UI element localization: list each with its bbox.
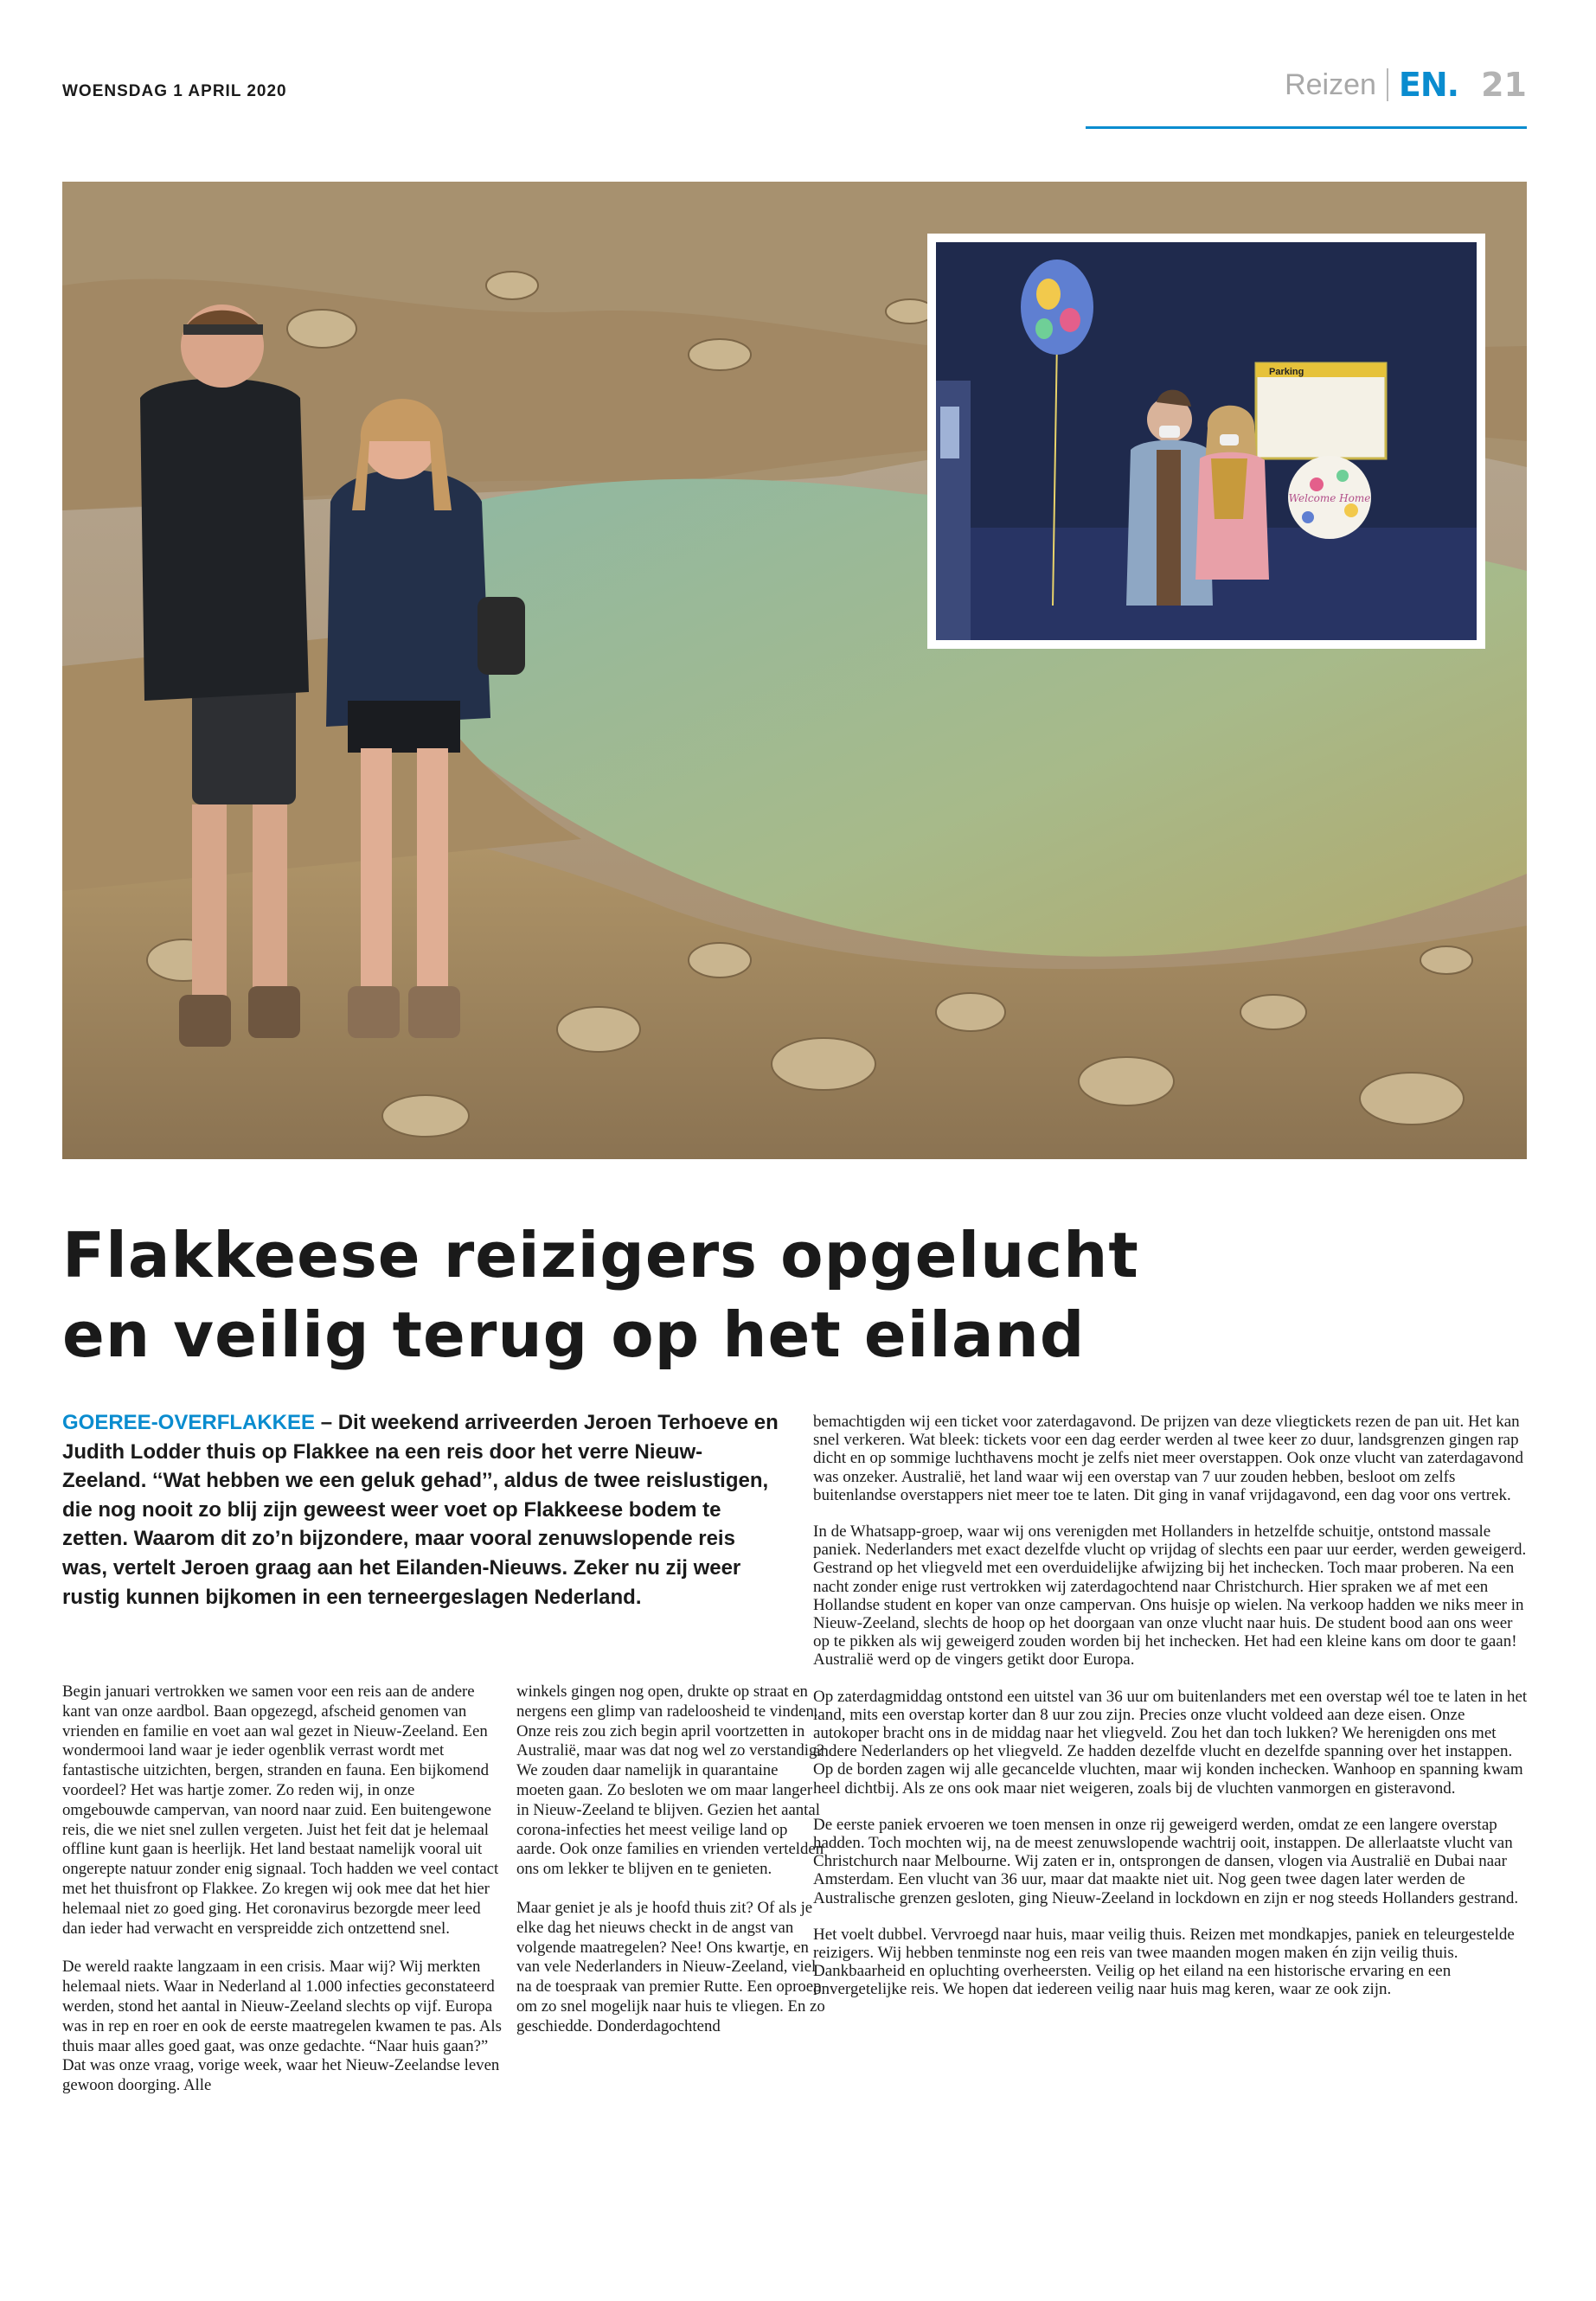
page-header-right — [1285, 66, 1527, 104]
header-divider — [1387, 68, 1388, 101]
page-number: 21 — [1481, 66, 1527, 104]
article-dateline: GOEREE-OVERFLAKKEE — [62, 1411, 316, 1434]
paragraph: winkels gingen nog open, drukte op straat en nergens een glimp van radeloosheid te vinden. Onze reis zou zich begin april voortzetten in Australië, maar was dat nog wel zo verstandig? We zouden daar namelijk in quarantaine moeten gaan. Zo besloten we om maar langer in Nieuw-Zeeland te blijven. Gezien het aantal corona-infecties het meest veilige land op aarde. Ook onze families en vrienden vertelden ons om lekker te blijven en te genieten. — [516, 1682, 824, 1879]
paragraph: Begin januari vertrokken we samen voor een reis aan de andere kant van onze aardbol. Baan opgezegd, afscheid genomen van vrienden en familie en voet aan wal gezet in Nieuw-Zeeland. Een wondermooi land waar je ieder ogenblik verrast wordt met fantastische uitzichten, bergen, stranden en fauna. Een bijkomend voordeel? Het was hartje zomer. Zo reden wij, in onze omgebouwde campervan, van noord naar zuid. Een buitengewone reis, die we niet snel zullen vergeten. Juist het feit dat je helemaal offline kunt gaan is heerlijk. Het land bestaat namelijk vooral uit ongerepte natuur zonder enig signaal. Toch hadden we veel contact met het thuisfront op Flakkee. Zo kregen wij ook mee dat het hier helemaal niet zo goed ging. Het coronavirus bezorgde meer leed dan ieder had verwacht en verspreidde zich ontzettend snel. — [62, 1682, 499, 1938]
article-column-3 — [813, 1413, 1531, 2017]
paragraph: Op zaterdagmiddag ontstond een uitstel van 36 uur om buitenlanders met een overstap wél toe te laten in het land, mits een overstap korter dan 8 uur zou zijn. Precies onze vlucht voldeed aan deze eisen. Onze autokoper bracht ons in de middag naar het vliegveld. Zou het dan toch lukken? We herenigden ons met andere Nederlanders op het vliegveld. Ze hadden dezelfde vlucht en dezelfde spanning over het instappen. Op de borden zagen wij alle gecancelde vluchten, maar wij konden inchecken. Wanhoop en spanning kwam heel dichtbij. Als ze ons ook maar niet weigeren, zoals bij de vluchten vanmorgen en gisteravond. — [813, 1687, 1528, 1798]
article-column-1 — [62, 1682, 503, 2115]
paragraph: Het voelt dubbel. Vervroegd naar huis, maar veilig thuis. Reizen met mondkapjes, paniek en teleurgestelde reizigers. Wij hebben tenminste nog een reis van twee maanden mogen maken én zijn veilig thuis. Dankbaarheid en opluchting overheersten. Veilig op het eiland na een historische ervaring en een onvergetelijke reis. We hopen dat iedereen veilig naar huis mag keren, waar ze ook zijn. — [813, 1925, 1515, 1999]
paragraph: In de Whatsapp-groep, waar wij ons verenigden met Hollanders in hetzelfde schuitje, ontstond massale paniek. Nederlanders met exact dezelfde vlucht op vrijdag of slechts een paar uur eerder, werden geweigerd. Gestrand op het vliegveld met een overduidelijke afwijzing bij het inchecken. Toch maar proberen. Na een nacht zonder enige rust vertrokken wij zaterdagochtend naar Christchurch. Hier spraken we af met een Hollandse student en koper van onze campervan. Ons huisje op wielen. Na verkoop hadden we niks meer in Nieuw-Zeeland, slechts de hoop op het doorgaan van onze vlucht naar huis. De student bood aan ons weer op te pikken als wij geweigerd zouden worden bij het inchecken. Het had een kleine kans om door te gaan! Australië werd op de vingers getikt door Europa. — [813, 1522, 1527, 1670]
article-headline: Flakkeese reizigers opgelucht en veilig terug op het eiland — [62, 1219, 1139, 1371]
article-intro — [62, 1408, 780, 1612]
header-rule — [1086, 126, 1527, 129]
paragraph: bemachtigden wij een ticket voor zaterdagavond. De prijzen van deze vliegtickets rezen de pan uit. Het kan snel verkeren. Wat bleek: tickets voor een dag eerder werden al twee keer zo duur, landsgrenzen gingen rap dicht en op sommige luchthavens mocht je zelfs niet meer overstappen. Ook onze vlucht van zaterdagavond was onzeker. Australië, het land waar wij een overstap van 7 uur zouden hebben, besloot om zelfs buitenlandse overstappers niet meer toe te laten. Dit ging in vanaf vrijdagavond, een dag voor ons vertrek. — [813, 1413, 1523, 1504]
paragraph: De eerste paniek ervoeren we toen mensen in onze rij geweigerd werden, omdat ze een langere overstap hadden. Toch mochten wij, na de meest zenuwslopende wachtrij ooit, instappen. De allerlaatste vlucht van Christchurch naar Melbourne. Wij zaten er in, ontsprongen de dansen, vlogen via Australië en Dubai naar Amsterdam. Een vlucht van 36 uur, maar dat maakte niet uit. Nog geen twee dagen later werden de Australische grenzen gesloten, ging Nieuw-Zeeland in lockdown en zijn er nog steeds Hollanders gestrand. — [813, 1815, 1519, 1907]
issue-date: WOENSDAG 1 APRIL 2020 — [62, 82, 287, 100]
newspaper-logo: EN. — [1398, 66, 1459, 104]
intro-text: – Dit weekend arriveerden Jeroen Terhoeve en Judith Lodder thuis op Flakkee na een reis door het verre Nieuw-Zeeland. ‘‘Wat hebben we een geluk gehad’’, aldus de twee reislustigen, die nog nooit zo blij zijn geweest weer voet op Flakkeese bodem te zetten. Waarom dit zo’n bijzondere, maar vooral zenuwslopende reis was, vertelt Jeroen graag aan het Eilanden-Nieuws. Zeker nu zij weer rustig kunnen bijkomen in een terneergeslagen Nederland. — [62, 1411, 779, 1609]
inset-photo-illustration — [936, 242, 1477, 640]
paragraph: Maar geniet je als je hoofd thuis zit? Of als je elke dag het nieuws checkt in de angst van volgende maatregelen? Nee! Ons kwartje, en van vele Nederlanders in Nieuw-Zeeland, viel na de toespraak van premier Rutte. Een oproep om zo snel mogelijk naar huis te vliegen. En zo geschiedde. Donderdagochtend — [516, 1898, 825, 2035]
section-name: Reizen — [1285, 67, 1376, 101]
article-column-2 — [516, 1682, 828, 2056]
parking-sign-text: Parking — [1269, 367, 1304, 377]
balloon-text: Welcome Home — [1288, 492, 1371, 504]
paragraph: De wereld raakte langzaam in een crisis. Maar wij? Wij merkten helemaal niets. Waar in Nederland al 1.000 infecties geconstateerd werden, stond het aantal in Nieuw-Zeeland slechts op vijf. Europa was in rep en roer en ook de eerste maatregelen kwamen te pas. Als thuis maar alles goed gaat, was onze gedachte. “Naar huis gaan?” Dat was onze vraag, vorige week, waar het Nieuw-Zeelandse leven gewoon doorging. Alle — [62, 1958, 502, 2095]
inset-photo — [927, 234, 1485, 649]
